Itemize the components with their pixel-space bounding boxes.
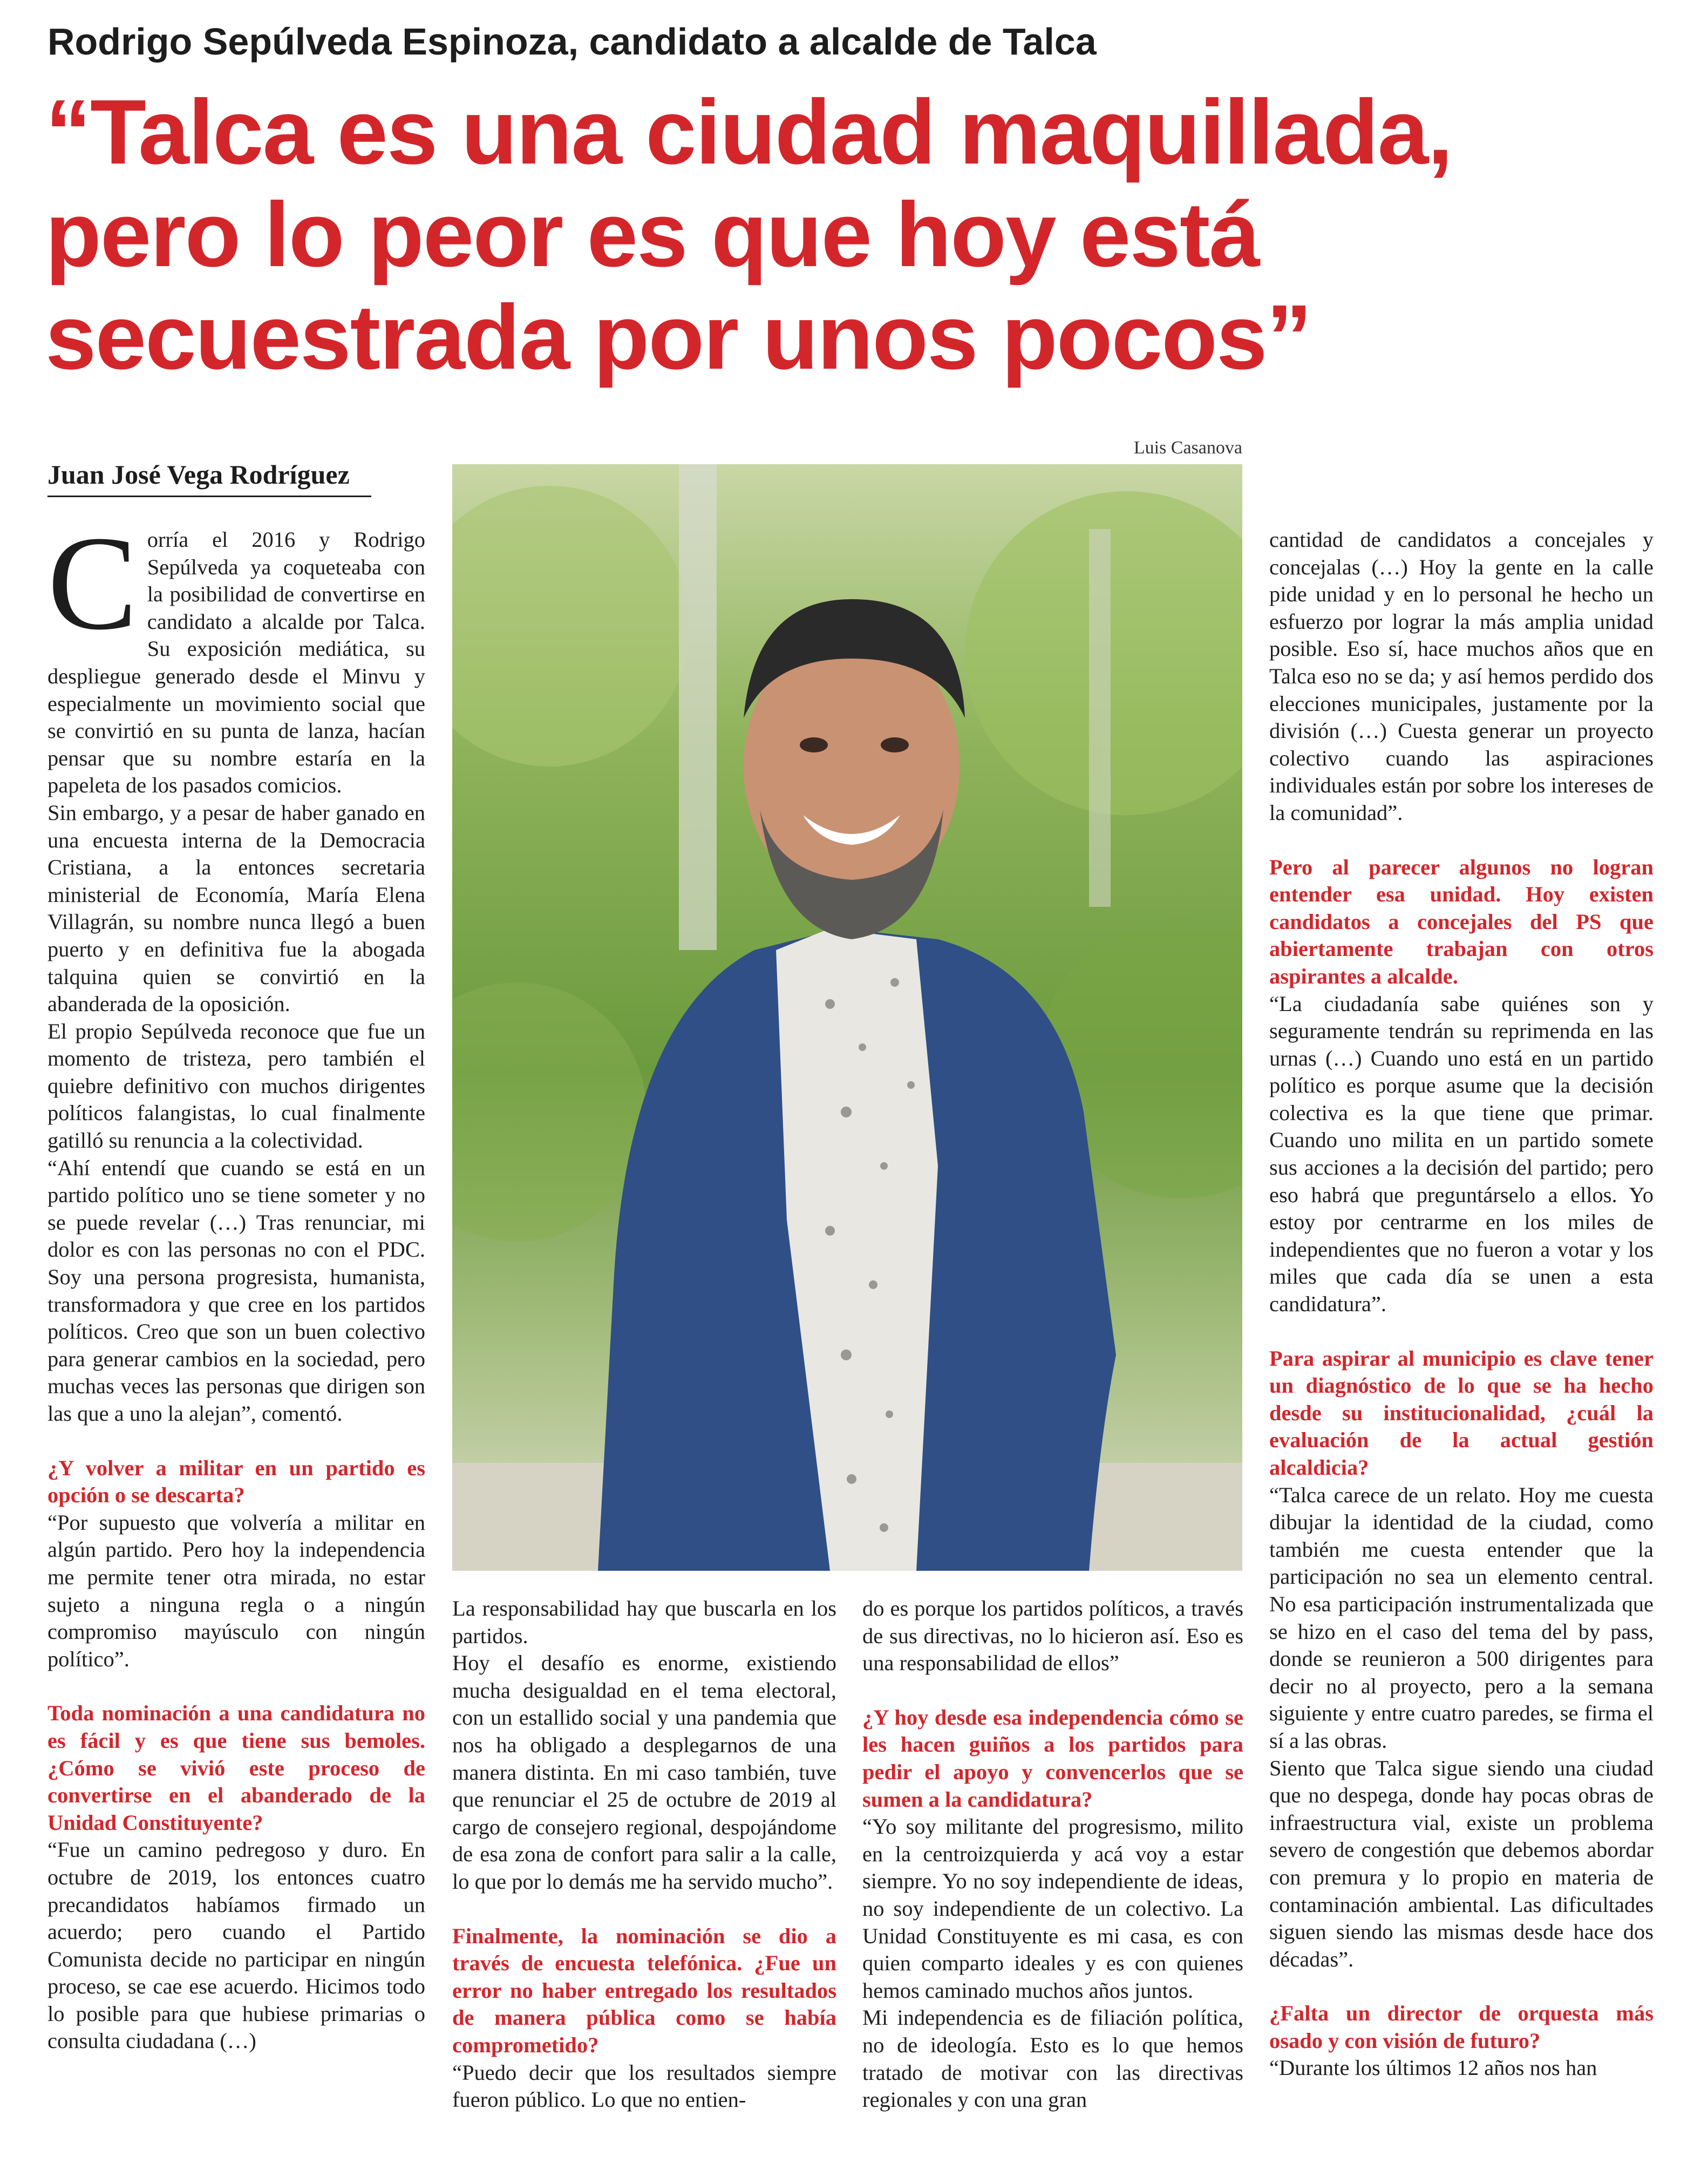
kicker: Rodrigo Sepúlveda Espinoza, candidato a alcalde de Talca — [47, 21, 1097, 63]
headline-line-3: secuestrada por unos pocos” — [45, 286, 1311, 389]
interview-question: ¿Y volver a militar en un partido es opción o se descarta? — [47, 1455, 425, 1508]
drop-cap: C — [47, 508, 138, 658]
headline-line-2: pero lo peor es que hoy está — [45, 184, 1260, 286]
paragraph: Hoy el desafío es enorme, existiendo mucha desigualdad en el tema electoral, con un estallido social y una pandemia que nos ha obligado a desplegarnos de una manera distinta. En mi caso también, tuve que renunciar el 25 de octubre de 2019 al cargo de consejero regional, despojándome de esa zona de confort para salir a la calle, lo que por lo demás me ha servido mucho”. — [452, 1651, 836, 1894]
column-4 — [1269, 526, 1654, 2082]
photo-credit: Luis Casanova — [1133, 438, 1242, 458]
paragraph: “Por supuesto que volvería a militar en algún partido. Pero hoy la independencia me permite tener otra mirada, no estar sujeto a ninguna regla o a ningún compromiso mayúsculo con ningún político”. — [47, 1510, 425, 1671]
paragraph: Sin embargo, y a pesar de haber ganado en una encuesta interna de la Democracia Cristiana, a la entonces secretaria ministerial de Economía, María Elena Villagrán, su nombre nunca llegó a buen puerto y en definitiva fue la abogada talquina quien se convirtió en la abanderada de la oposición. — [47, 800, 425, 1016]
interview-question: Toda nominación a una candidatura no es fácil y es que tiene sus bemoles. ¿Cómo se vivió este proceso de convertirse en el abanderado de la Unidad Constituyente? — [47, 1701, 425, 1835]
interview-question: Para aspirar al municipio es clave tener un diagnóstico de lo que se ha hecho desde su institucionalidad, ¿cuál la evaluación de la actual gestión alcaldicia? — [1269, 1346, 1654, 1480]
paragraph: “Durante los últimos 12 años nos han — [1269, 2056, 1597, 2080]
paragraph: La responsabilidad hay que buscarla en los partidos. — [452, 1596, 836, 1648]
interview-question: ¿Falta un director de orquesta más osado y con visión de futuro? — [1269, 2001, 1654, 2053]
paragraph: “Puedo decir que los resultados siempre fueron público. Lo que no entien- — [452, 2060, 836, 2112]
paragraph: “La ciudadanía sabe quiénes son y seguramente tendrán su reprimenda en las urnas (…) Cuando uno está en un partido político es porque asume que la decisión colectiva es la que tiene que primar. Cuando uno milita en un partido somete sus acciones a la decisión del partido; pero eso habrá que preguntárselo a ellos. Yo estoy por centrarme en los miles de independientes que no fueron a votar y los miles que cada día se unen a esta candidatura”. — [1269, 991, 1654, 1317]
interview-question: Finalmente, la nominación se dio a través de encuesta telefónica. ¿Fue un error no haber entregado los resultados de manera pública como se había comprometido? — [452, 1923, 836, 2057]
paragraph: “Talca carece de un relato. Hoy me cuesta dibujar la identidad de la ciudad, como también me cuesta entender que la participación no sea un elemento central. No esa participación instrumentalizada que se hizo en el caso del tema del by pass, donde se reunieron a 500 dirigentes para decir no al proyecto, pero a la semana siguiente y entre cuatro paredes, se firma el sí a las obras. — [1269, 1482, 1654, 1753]
paragraph: Siento que Talca sigue siendo una ciudad que no despega, donde hay pocas obras de infraestructura vial, existe un problema severo de congestión que debemos abordar con premura y lo propio en materia de contaminación ambiental. Las dificultades siguen siendo las mismas desde hace dos décadas”. — [1269, 1755, 1654, 1971]
column-3 — [862, 1595, 1243, 2114]
headline — [45, 81, 1659, 389]
column-2 — [452, 1595, 836, 2114]
paragraph: orría el 2016 y Rodrigo Sepúlveda ya coqueteaba con la posibilidad de convertirse en candidato a alcalde por Talca. Su exposición mediática, su despliegue generado desde el Minvu y especialmente un movimiento social que se convirtió en su punta de lanza, hacían pensar que su nombre estaría en la papeleta de los pasados comicios. — [47, 527, 425, 798]
paragraph: “Ahí entendí que cuando se está en un partido político uno se tiene someter y no se puede revelar (…) Tras renunciar, mi dolor es con las personas no con el PDC. Soy una persona progresista, humanista, transformadora y que cree en los partidos políticos. Creo que son un buen colectivo para generar cambios en la sociedad, pero muchas veces las personas que dirigen son las que a uno la alejan”, comentó. — [47, 1155, 425, 1426]
candidate-photo — [452, 464, 1242, 1571]
byline: Juan José Vega Rodríguez — [47, 453, 371, 497]
paragraph: El propio Sepúlveda reconoce que fue un momento de tristeza, pero también el quiebre definitivo con muchos dirigentes políticos falangistas, lo cual finalmente gatilló su renuncia a la colectividad. — [47, 1019, 425, 1153]
interview-question: Pero al parecer algunos no logran entender esa unidad. Hoy existen candidatos a concejales del PS que abiertamente trabajan con otros aspirantes a alcalde. — [1269, 854, 1654, 988]
paragraph: “Yo soy militante del progresismo, milito en la centroizquierda y acá voy a estar siempre. Yo no soy independiente de ideas, no soy independiente de un colectivo. La Unidad Constituyente es mi casa, es con quien comparto ideales y es con quienes hemos caminado muchos años juntos. — [862, 1814, 1243, 2003]
headline-line-1: “Talca es una ciudad maquillada, — [45, 81, 1452, 184]
interview-question: ¿Y hoy desde esa independencia cómo se les hacen guiños a los partidos para pedir el apoyo y convencerlos que se sumen a la candidatura? — [862, 1705, 1243, 1812]
paragraph: Mi independencia es de filiación política, no de ideología. Esto es lo que hemos tratado de motivar con las directivas regionales y con una gran — [862, 2005, 1243, 2112]
paragraph: do es porque los partidos políticos, a través de sus directivas, no lo hicieron así. Eso es una responsabilidad de ellos” — [862, 1596, 1243, 1676]
paragraph: “Fue un camino pedregoso y duro. En octubre de 2019, los entonces cuatro precandidatos habíamos firmado un acuerdo; pero cuando el Partido Comunista decide no participar en ningún proceso, se cae ese acuerdo. Hicimos todo lo posible para que hubiese primarias o consulta ciudadana (…) — [47, 1837, 425, 2053]
column-1 — [47, 508, 425, 2055]
paragraph: cantidad de candidatos a concejales y concejalas (…) Hoy la gente en la calle pide unidad y en lo personal he hecho un esfuerzo por lograr la más amplia unidad posible. Eso sí, hace muchos años que en Talca eso no se da; y así hemos perdido dos elecciones municipales, justamente por la división (…) Cuesta generar un proyecto colectivo cuando las aspiraciones individuales están por sobre los intereses de la comunidad”. — [1269, 527, 1654, 825]
